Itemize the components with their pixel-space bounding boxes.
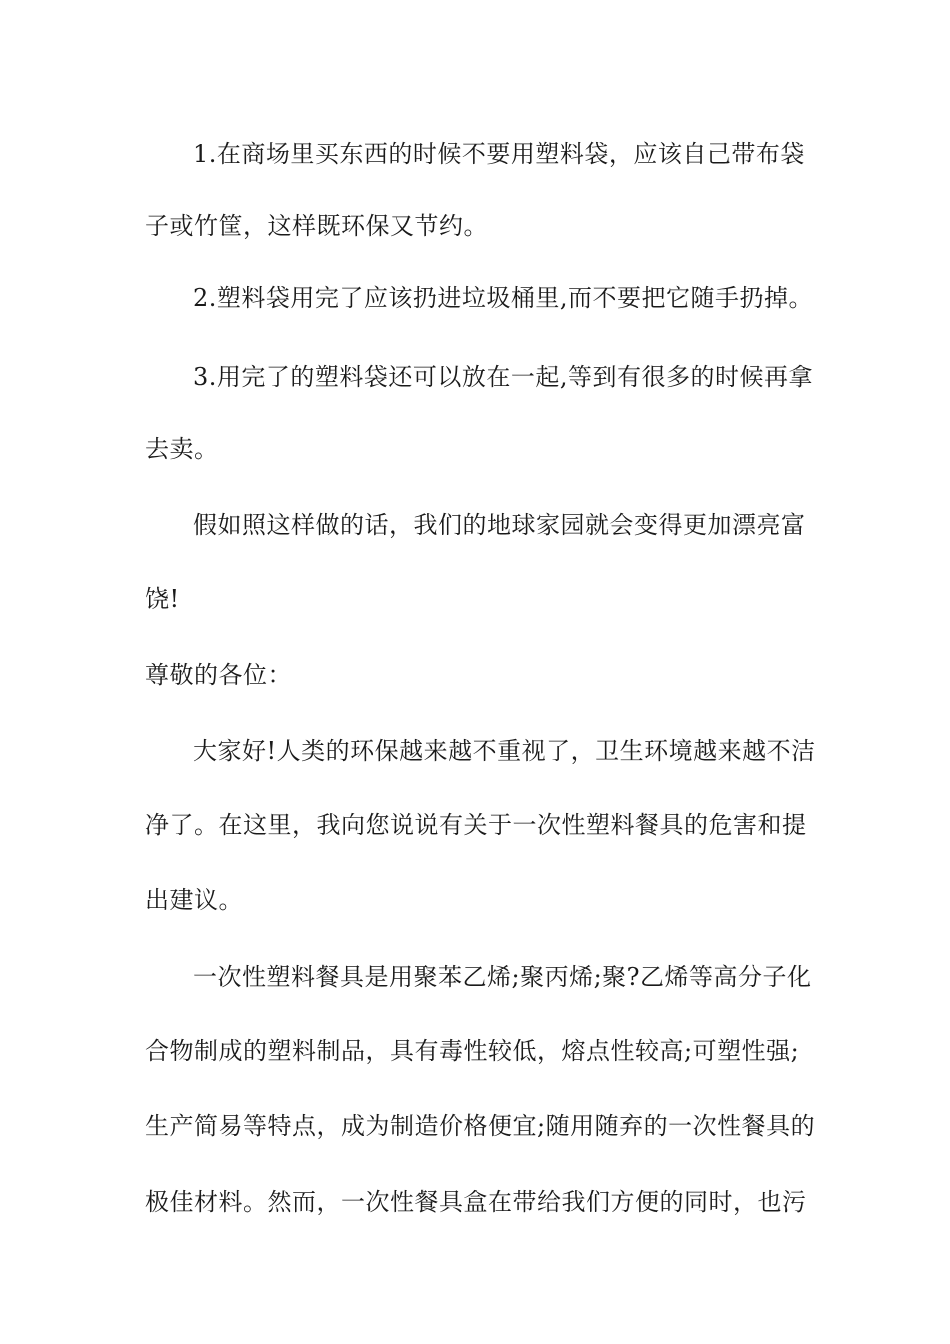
paragraph-line: 合物制成的塑料制品，具有毒性较低，熔点性较高;可塑性强;	[145, 1037, 800, 1065]
paragraph-line: 2.塑料袋用完了应该扔进垃圾桶里,而不要把它随手扔掉。	[193, 284, 814, 312]
paragraph-line: 大家好!人类的环保越来越不重视了，卫生环境越来越不洁	[193, 737, 816, 765]
paragraph-line: 饶!	[145, 585, 180, 613]
paragraph-line: 假如照这样做的话，我们的地球家园就会变得更加漂亮富	[193, 511, 806, 539]
paragraph-line: 3.用完了的塑料袋还可以放在一起,等到有很多的时候再拿	[193, 363, 814, 391]
paragraph-line: 净了。在这里，我向您说说有关于一次性塑料餐具的危害和提	[145, 811, 807, 839]
paragraph-line: 去卖。	[145, 435, 219, 463]
paragraph-line: 出建议。	[145, 886, 243, 914]
paragraph-line: 子或竹筐，这样既环保又节约。	[145, 212, 488, 240]
paragraph-line: 一次性塑料餐具是用聚苯乙烯;聚丙烯;聚?乙烯等高分子化	[193, 963, 812, 991]
paragraph-line: 1.在商场里买东西的时候不要用塑料袋，应该自己带布袋	[193, 140, 805, 168]
paragraph-line: 生产简易等特点，成为制造价格便宜;随用随弃的一次性餐具的	[145, 1112, 816, 1140]
paragraph-line: 极佳材料。然而，一次性餐具盒在带给我们方便的同时，也污	[145, 1188, 807, 1216]
salutation: 尊敬的各位：	[145, 661, 292, 689]
